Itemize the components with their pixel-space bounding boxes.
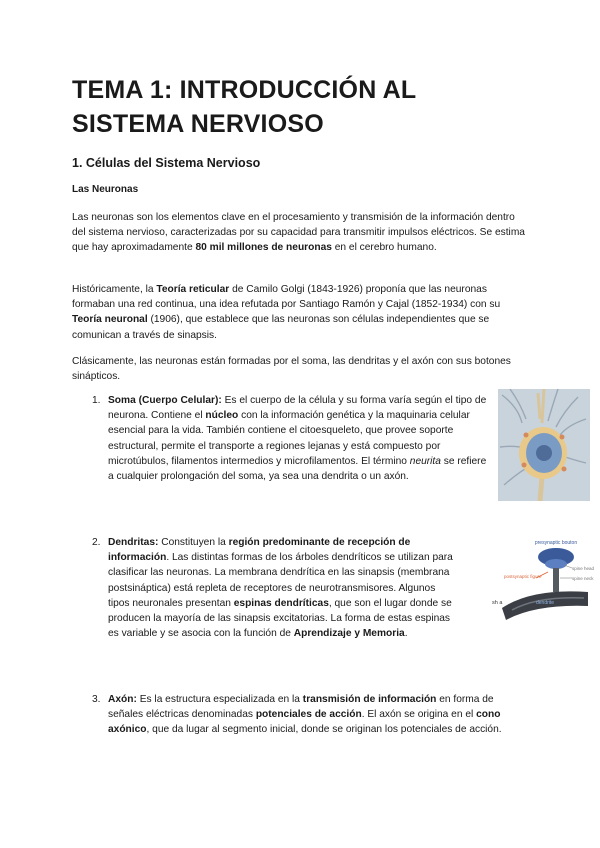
text-run: . [404,628,408,640]
term-label: Axón: [108,694,137,705]
label-spine-head: spine head [572,566,594,571]
synaptic-bouton [524,433,529,438]
text-run: Constituyen la [158,537,229,548]
neuron-soma-figure [498,389,590,501]
text-run: , que da lugar al segmento inicial, donde se originan los potenciales de acción. [146,724,502,736]
text-run: . Las distintas formas de los árboles dendríticos se utilizan para clasificar las neuronas. La membrana dendrítica en las sinapsis (membrana postsináptica) está repleta de receptores de neurotransmisores. Algunos tipos neuronales presentan [108,552,453,609]
bold-run: núcleo [205,410,239,422]
spine-head-shape [545,559,567,569]
text-run: Es el cuerpo de la célula y su forma varía según el tipo de neurona. Contiene el [108,395,487,422]
title-line-2: SISTEMA NERVIOSO [72,110,324,138]
axon-hillock [540,477,542,501]
label-postsynaptic: postsynaptic figure [504,574,542,579]
paragraph-history [72,282,528,343]
label-dendrite: dendrite [536,600,555,606]
text-run: de Camilo Golgi (1843-1926) proponía que las neuronas formaban una red continua, una idea refutada por Santiago Ramón y Cajal (1852-1934) con su [72,284,501,311]
spine-neck-shape [553,568,559,592]
bold-run: región predominante de recepción de información [108,537,411,564]
bold-run: cono axónico [108,709,501,736]
bold-run: 80 mil millones de neuronas [195,242,332,254]
term-label: Dendritas: [108,537,159,548]
text-run: . El axón se origina en el [361,709,477,721]
bold-run: Teoría reticular [156,284,230,295]
list-item-text [108,692,528,738]
label-spine-neck: spine neck [572,576,594,581]
term-label: Soma (Cuerpo Celular): [108,395,222,406]
label-presynaptic: presynaptic bouton [534,540,578,546]
paragraph-intro [72,210,528,256]
text-run: Es la estructura especializada en la [136,694,303,705]
list-number: 3. [92,694,101,705]
text-run: con la información genética y la maquinaria celular esencial para la vida. También contiene el citoesqueleto, que provee soporte estructural, permite el transporte a regiones lejanas y está compuesto por microtúbulos, filamentos intermedios y microfilamentos. El término [108,410,470,467]
list-number: 2. [92,537,101,548]
italic-run: neurita [409,455,441,467]
text-run: en forma de señales eléctricas denominadas [108,694,494,721]
text-run: se refiere a cualquier prolongación del soma, ya sea una dendrita o un axón. [108,455,487,483]
text-run: en el cerebro humano. [331,242,437,254]
list-number: 1. [92,395,101,406]
bold-run: transmisión de información [302,694,437,705]
nucleus [536,445,552,461]
text-run: Históricamente, la [72,284,157,295]
list-item-text [108,393,488,484]
bold-run: potenciales de acción [255,709,362,721]
synaptic-bouton [562,467,567,472]
bold-run: espinas dendríticas [233,597,329,609]
section-heading: 1. Células del Sistema Nervioso [72,156,261,170]
list-item-text [108,535,454,641]
paragraph-structure: Clásicamente, las neuronas están formadas por el soma, las dendritas y el axón con sus botones sinápticos. [72,356,511,383]
label-shaft: sh a [492,600,503,606]
text-run: Las neuronas son los elementos clave en el procesamiento y transmisión de la información dentro del sistema nervioso, caracterizadas por su capacidad para transmitir impulsos eléctricos. Se estima que hay aproximadamente [72,212,525,254]
dendritic-spine-figure [492,538,594,620]
text-run: , que son el lugar donde se producen la mayoría de las sinapsis excitatorias. La forma de estas espinas es variable y se asocia con la función de [108,597,452,640]
synaptic-bouton [560,435,565,440]
title-line-1: TEMA 1: INTRODUCCIÓN AL [72,76,417,104]
document-title [72,73,532,141]
subsection-heading: Las Neuronas [72,184,139,195]
bold-run: Teoría neuronal [72,314,148,326]
synaptic-bouton [522,463,527,468]
text-run: (1906), que establece que las neuronas son células independientes que se comunican a través de sinapsis. [72,314,490,341]
bold-run: Aprendizaje y Memoria [293,628,405,640]
